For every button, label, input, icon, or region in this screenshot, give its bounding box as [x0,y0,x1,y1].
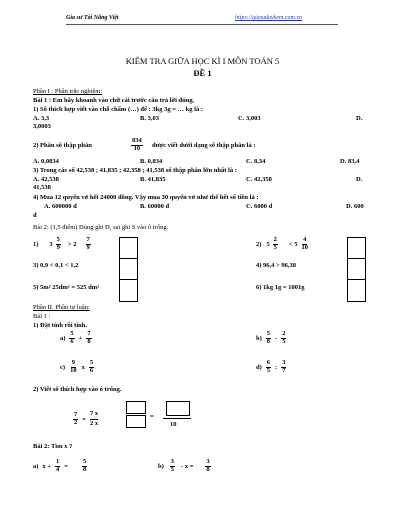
q3-text: 3) Trong các số 42,538 ; 41,835 ; 42,358 ; 41,538 số thập phân lớn nhất là : [33,167,237,174]
q2-option-c[interactable]: C. 8,34 [246,158,266,165]
exam-title: KIỂM TRA GIỮA HỌC KÌ I MÔN TOÁN 5 [125,56,280,66]
q1-option-d[interactable]: D. [356,115,363,122]
q2-option-d[interactable]: D. 83,4 [340,158,360,165]
q4-option-d[interactable]: D. 600 [346,203,364,210]
part1-bai2: Bài 2: (1,5 điểm) Đúng ghi Đ, sai ghi S vào ô trống. [33,224,169,231]
tf-item-1: 1) 3 $\frac{5}{9}$ > 2 $\frac{7}{9}$ [33,236,90,251]
q4-option-c[interactable]: C. 6000 đ [246,203,273,210]
part2-heading: Phần II. Phần tự luận: [33,304,90,311]
q1-option-c[interactable]: C. 3,003 [238,115,261,122]
q3-option-c[interactable]: C. 42,358 [246,176,272,183]
header-brand: Gia sư Tài Năng Việt [66,15,119,21]
tf-item-4: 4) 96,4 > 96,38 [256,262,296,269]
q2-text-pre: 2) Phân số thập phân [33,142,92,149]
part1-heading: Phần I : Phần trắc nghiệm: [33,88,103,95]
q2-option-a[interactable]: A. 0,0834 [33,158,59,165]
exercise-a: a) $\frac{5}{6}$ + $\frac{7}{8}$ [60,330,91,345]
part2-bai2: Bài 2: Tìm x ? [33,443,73,450]
tf-item-6: 6) 1kg 1g = 1001g [256,284,305,291]
header-link[interactable]: https://giasudaykem.com.vn [235,15,302,21]
part2-sub2: 2) Viết số thích hợp vào ô trống. [33,386,122,393]
q2-option-b[interactable]: B. 0,834 [140,158,163,165]
q3-option-d-value: 41,538 [33,184,51,191]
part2-sub1: 1) Đặt tính rồi tính. [33,322,87,329]
tf-answer-box-4[interactable] [347,258,366,281]
q2-text-post: được viết dưới dạng số thập phân là : [152,142,256,149]
q2-fraction: $\frac{834}{10}$ [132,137,142,152]
tf-answer-box-1[interactable] [119,237,138,260]
exercise-d: d) $\frac{6}{5}$ : $\frac{3}{7}$ [256,359,286,374]
q1-option-b[interactable]: B. 3,03 [140,115,159,122]
q3-option-a[interactable]: A. 42,538 [33,176,59,183]
tf-item-2: 2) 5 $\frac{2}{5}$ < 5 $\frac{4}{10}$ [256,236,309,251]
fill-box-numerator-multiplier[interactable] [126,401,146,414]
fill-box-denominator-multiplier[interactable] [126,415,146,428]
exercise-b: b) $\frac{5}{8}$ - $\frac{2}{5}$ [256,330,286,345]
q4-option-a[interactable]: A. 600000 đ [44,203,77,210]
tf-answer-box-6[interactable] [347,279,366,302]
fill-equals: = [150,413,154,420]
find-x-b: b) $\frac{3}{5}$ - x = $\frac{3}{8}$ [158,458,210,473]
q4-option-d-unit: đ [33,212,37,219]
part1-bai1: Bài 1 : Em hãy khoanh vào chữ cái trước câu trả lời đúng. [33,97,195,104]
q3-option-b[interactable]: B. 41,835 [140,176,166,183]
tf-answer-box-3[interactable] [119,258,138,281]
q1-option-d-value: 3,0003 [33,123,51,130]
q1-option-a[interactable]: A. 3,3 [33,115,50,122]
q4-text: 4) Mua 12 quyển vở hết 24000 đồng. Vậy mua 30 quyển vở như thế hết số tiền là : [33,194,259,201]
fill-equation: $\frac{7}{2}$ = $\frac{7 x}{2 x}$ [74,410,99,427]
exam-subtitle: ĐỀ 1 [193,68,212,78]
tf-answer-box-5[interactable] [119,279,138,302]
find-x-a: a) x + $\frac{1}{4}$ = $\frac{5}{8}$ [33,458,87,473]
tf-item-3: 3) 0,9 < 0,1 < 1,2 [33,262,79,269]
part2-bai1: Bài 1 : [33,313,51,320]
q3-option-d[interactable]: D. [356,176,363,183]
tf-answer-box-2[interactable] [347,237,366,260]
fill-fraction-bar [163,418,191,419]
header-divider [66,24,338,25]
q4-option-b[interactable]: B. 60000 đ [140,203,170,210]
tf-item-5: 5) 5m² 25dm² = 525 dm² [33,284,100,291]
q1-text: 1) Số thích hợp viết vào chỗ chấm (…) để : 3kg 3g = … kg là : [33,106,203,113]
exercise-c: c) $\frac{9}{10}$ x $\frac{5}{6}$ [60,359,94,374]
fill-result-denominator: 10 [170,421,177,428]
fill-box-result-numerator[interactable] [166,401,190,416]
